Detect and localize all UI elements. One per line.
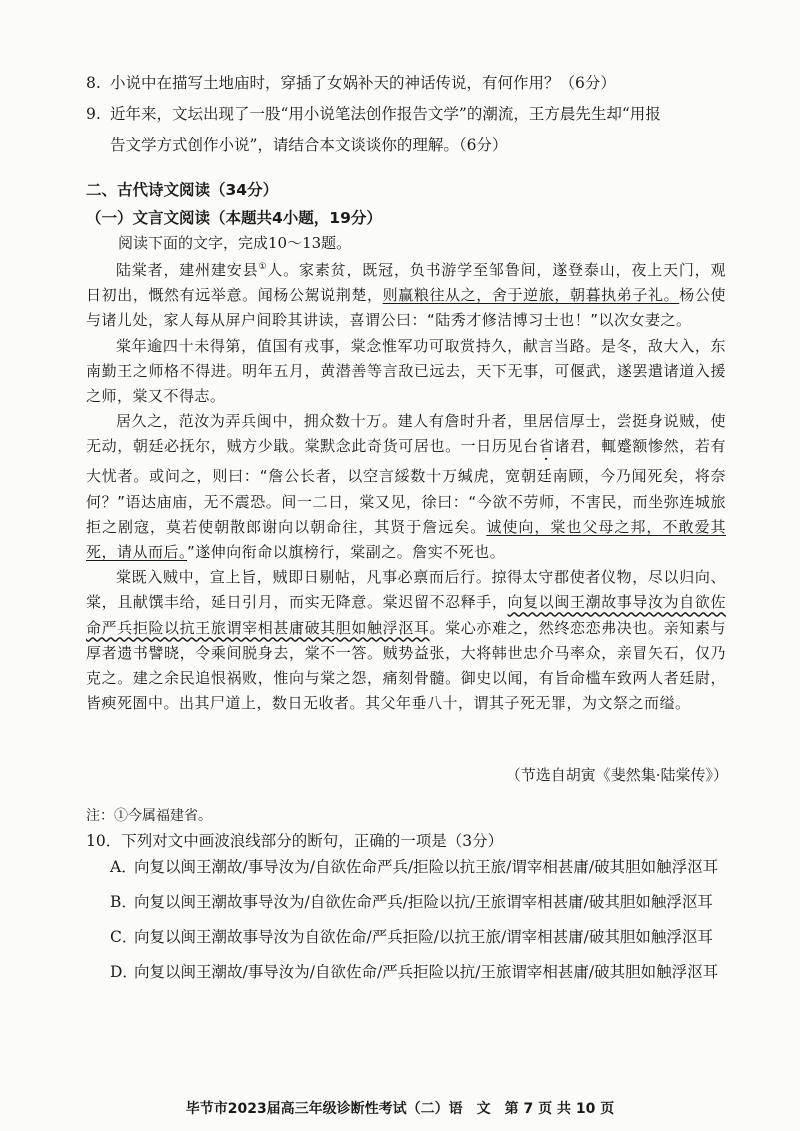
question-10	[86, 829, 736, 993]
option-b: B．向复以闽王潮故事导汝为/自欲佐命严兵/拒险以抗/王旅谓宰相甚庸/破其胆如触浮沤耳	[110, 893, 713, 911]
passage-paragraph-4: 棠既入贼中，宣上旨，贼即日剔帖，凡事必禀而后行。掠得太守郡使者仪物，尽以归向、棠，且献馔丰给，延日引月，而实无降意。棠迟留不忍释手，向复以闽王潮故事导汝为自欲佐命严兵拒险以抗王旅谓宰相甚庸破其胆如触浮沤耳。棠心亦难之，然终恋恋弗决也。亲知素与厚者遗书譬晓，令乘间脱身去，棠不一答。贼势益张，大将韩世忠介马率众，亲冒矢石，仅乃克之。建之余民追恨祸败，惟向与棠之怨，痛刻骨髓。御史以闻，有旨命槛车致两人者廷尉，皆瘐死圄中。出其尸道上，数日无收者。其父年垂八十，谓其子死无罪，为文祭之而缢。	[86, 568, 726, 713]
page-footer: 毕节市2023届高三年级诊断性考试（二）语 文 第 7 页 共 10 页	[185, 1101, 615, 1117]
question-number: 9.	[86, 105, 101, 123]
passage-paragraph-2: 棠年逾四十未得第，值国有戎事，棠念惟军功可取赏持久，献言当路。是冬，敌大入，东南勤王之师格不得进。明年五月，黄潜善等言敌已远去，天下无事，可偃武，遂罢遣诸道入援之师，棠又不得志。	[86, 336, 726, 406]
underlined-sentence: 则赢粮往从之，舍于逆旅，朝暮执弟子礼。	[382, 286, 680, 305]
question-number: 8.	[86, 74, 101, 92]
underlined-sentence: 诚使向，棠也父母之邦，不敢爱其死，请从而后。	[86, 517, 726, 562]
section-title: 二、古代诗文阅读（34分）	[86, 181, 279, 199]
passage-source: （节选自胡寅《斐然集·陆棠传》）	[505, 766, 728, 784]
option-d: D．向复以闽王潮故/事导汝为/自欲佐命/严兵拒险以抗/王旅谓宰相甚庸/破其胆如触浮沤耳	[110, 963, 719, 981]
option-c: C．向复以闽王潮故事导汝为自欲佐命/严兵拒险/以抗王旅/谓宰相甚庸/破其胆如触浮沤耳	[110, 928, 713, 946]
footnote-marker: ①	[258, 262, 268, 272]
reading-instruction: 阅读下面的文字，完成10～13题。	[118, 234, 352, 252]
question-9	[86, 99, 726, 161]
question-text: 小说中在描写土地庙时，穿插了女娲补天的神话传说，有何作用？（6分）	[110, 74, 616, 92]
question-text-line2: 告文学方式创作小说”，请结合本文谈谈你的理解。（6分）	[110, 136, 508, 154]
classical-passage	[86, 255, 726, 716]
question-stem: 10．下列对文中画波浪线部分的断句，正确的一项是（3分）	[86, 832, 504, 850]
wavy-underlined-passage: 向复以闽王潮故事导汝为自欲佐命严兵拒险以抗王旅谓宰相甚庸破其胆如触浮沤耳	[86, 593, 726, 637]
question-8	[86, 68, 726, 99]
footnote: 注：①今属福建省。	[86, 808, 212, 824]
question-text-line1: 近年来，文坛出现了一股“用小说笔法创作报告文学”的潮流，王方晨先生却“用报	[110, 105, 661, 123]
section-subtitle: （一）文言文阅读（本题共4小题，19分）	[86, 209, 382, 227]
passage-paragraph-1: 陆棠者，建州建安县①人。家素贫，既冠，负书游学至邹鲁间，遂登泰山，夜上天门，观日初出，慨然有远举意。闻杨公駕说荆楚，则赢粮往从之，舍于逆旅，朝暮执弟子礼。杨公使与诸儿处，家人每从屏户间聆其讲读，喜谓公曰：“陆秀才修洁博习士也！”以次女妻之。	[86, 261, 726, 330]
passage-paragraph-3: 居久之，范汝为弄兵闽中，拥众数十万。建人有詹时升者，里居信厚士，尝挺身说贼，使无动，朝廷必抚尔，贼方少戢。棠默念此奇货可居也。一日历见台省诸君，輒蹙额惨然，若有大忧者。或问之，则曰：“詹公长者，以空言綏数十万缄虎，宽朝廷南顾，今乃闻死矣，将奈何？”语达庙庙，无不震恐。间一二日，棠又见，徐曰：“今欲不劳师，不害民，而坐弥连城旅拒之剧寇，莫若使朝散郎谢向以朝命往，其贤于詹远矣。诚使向，棠也父母之邦，不敢爱其死，请从而后。”遂伸向衔命以旗榜行，棠副之。詹实不死也。	[86, 412, 726, 562]
dotted-character: 省	[538, 437, 555, 456]
option-a: A．向复以闽王潮故/事导汝为/自欲佐命严兵/拒险以抗王旅/谓宰相甚庸/破其胆如触浮沤耳	[110, 858, 719, 876]
